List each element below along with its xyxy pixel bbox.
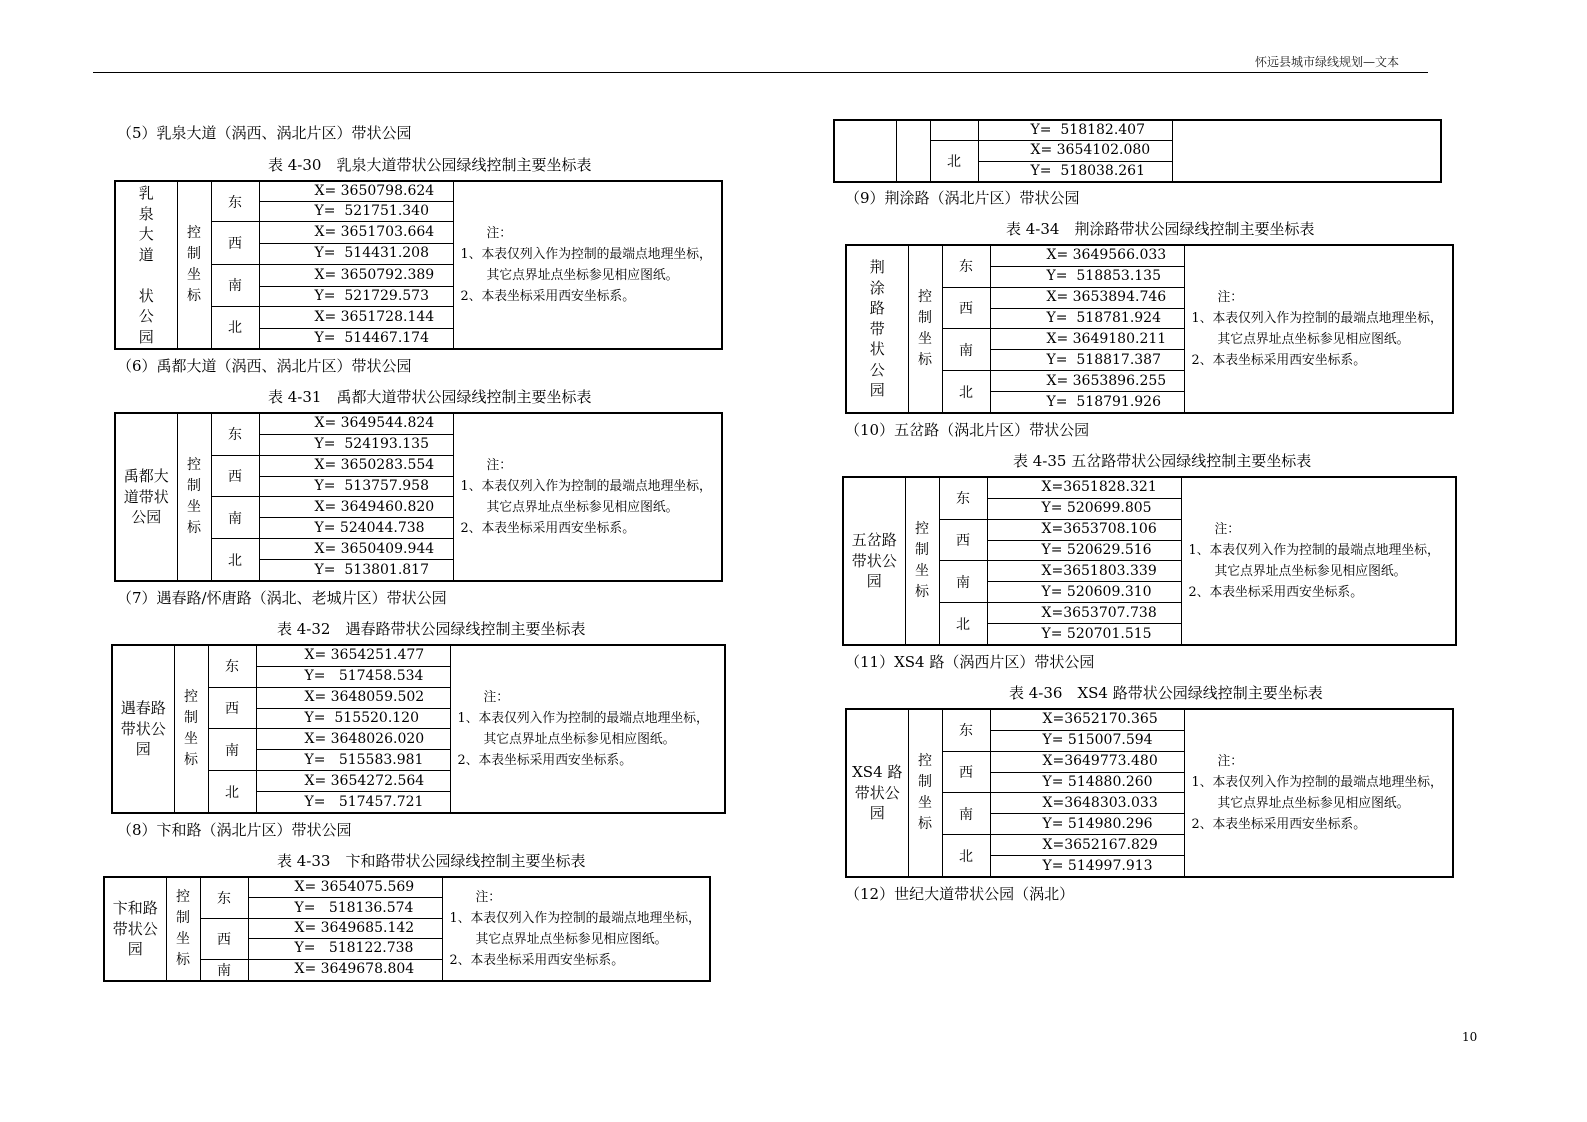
park-name-cell bbox=[115, 181, 177, 349]
coordinate-cell: X= 3651728.144 bbox=[259, 306, 453, 328]
park-name-line: XS4 路 bbox=[852, 763, 903, 782]
note-line: 注： bbox=[1217, 290, 1244, 305]
direction-cell bbox=[930, 120, 978, 141]
coordinate-cell: Y= 518853.135 bbox=[990, 266, 1184, 287]
note-line: 1、本表仅列入作为控制的最端点地理坐标， bbox=[460, 479, 712, 494]
direction-cell: 西 bbox=[942, 287, 990, 329]
coordinate-cell: Y= 514467.174 bbox=[259, 328, 453, 349]
coordinate-cell: X= 3653896.255 bbox=[990, 371, 1184, 392]
coordinate-cell: Y= 518791.926 bbox=[990, 392, 1184, 413]
direction-cell: 南 bbox=[939, 561, 987, 603]
coordinate-cell: Y= 518817.387 bbox=[990, 350, 1184, 371]
coordinate-table bbox=[111, 644, 726, 814]
table-4-31 bbox=[114, 412, 723, 582]
park-name-cell bbox=[846, 245, 908, 413]
table-caption-4-35: 表 4-35 五岔路带状公园绿线控制主要坐标表 bbox=[1013, 452, 1312, 470]
coordinate-table bbox=[842, 476, 1457, 646]
table-row bbox=[104, 877, 710, 898]
table-4-32 bbox=[111, 644, 726, 814]
header-rule bbox=[93, 72, 1428, 73]
coordinate-cell: X= 3649180.211 bbox=[990, 329, 1184, 350]
coordinate-cell: X=3653708.106 bbox=[987, 519, 1181, 540]
coordinate-cell: Y= 514880.260 bbox=[990, 772, 1184, 793]
coordinate-cell: X= 3649544.824 bbox=[259, 413, 453, 434]
note-cell bbox=[453, 413, 722, 581]
control-label-cell bbox=[177, 181, 211, 349]
coordinate-cell: X= 3654272.564 bbox=[256, 771, 450, 792]
section-heading-5: （5）乳泉大道（涡西、涡北片区）带状公园 bbox=[117, 124, 412, 142]
coordinate-cell: X= 3650792.389 bbox=[259, 264, 453, 286]
coordinate-table bbox=[103, 876, 711, 982]
note-cell bbox=[1184, 245, 1453, 413]
coordinate-cell: Y= 517457.721 bbox=[256, 792, 450, 813]
coordinate-cell: X= 3654075.569 bbox=[248, 877, 442, 898]
note-cell bbox=[442, 877, 710, 981]
park-name-cell bbox=[115, 413, 177, 581]
direction-cell: 南 bbox=[942, 329, 990, 371]
park-name-line: 禹都大 bbox=[123, 467, 169, 486]
park-name-cell bbox=[843, 477, 905, 645]
note-line: 注： bbox=[1214, 522, 1241, 537]
park-name-line: 路 bbox=[869, 299, 885, 318]
coordinate-cell: Y= 518122.738 bbox=[248, 939, 442, 959]
coordinate-cell: Y= 513801.817 bbox=[259, 560, 453, 581]
section-heading-7: （7）遇春路/怀唐路（涡北、老城片区）带状公园 bbox=[117, 589, 447, 607]
park-name-cell bbox=[846, 709, 908, 877]
park-name-line: 道 bbox=[138, 245, 154, 264]
coordinate-cell: Y= 515583.981 bbox=[256, 750, 450, 771]
direction-cell: 南 bbox=[208, 729, 256, 771]
direction-cell: 东 bbox=[211, 413, 259, 455]
note-cell bbox=[450, 645, 725, 813]
direction-cell: 南 bbox=[942, 793, 990, 835]
park-name-line: 带 bbox=[869, 319, 885, 338]
coordinate-cell: Y= 518136.574 bbox=[248, 898, 442, 918]
note-line: 1、本表仅列入作为控制的最端点地理坐标， bbox=[1191, 311, 1443, 326]
coordinate-cell: X= 3654102.080 bbox=[978, 141, 1172, 161]
table-caption-4-34: 表 4-34 荆涂路带状公园绿线控制主要坐标表 bbox=[1006, 220, 1315, 238]
park-name-line: 园 bbox=[869, 381, 885, 400]
coordinate-cell: X=3652170.365 bbox=[990, 709, 1184, 730]
coordinate-table bbox=[833, 119, 1442, 183]
coordinate-cell: X= 3650798.624 bbox=[259, 181, 453, 202]
direction-cell: 西 bbox=[211, 222, 259, 264]
note-cell bbox=[1181, 477, 1456, 645]
coordinate-cell: Y= 517458.534 bbox=[256, 666, 450, 687]
section-heading-8: （8）卞和路（涡北片区）带状公园 bbox=[117, 821, 352, 839]
table-4-30 bbox=[114, 180, 723, 350]
direction-cell: 西 bbox=[208, 687, 256, 729]
control-label: 控制坐标 bbox=[918, 753, 932, 832]
control-label-cell bbox=[908, 245, 942, 413]
park-name-line: 园 bbox=[135, 740, 151, 759]
note-line: 2、本表坐标采用西安坐标系。 bbox=[1191, 353, 1367, 368]
note-line: 其它点界址点坐标参见相应图纸。 bbox=[486, 268, 679, 283]
note-line: 其它点界址点坐标参见相应图纸。 bbox=[1217, 796, 1410, 811]
note-line: 其它点界址点坐标参见相应图纸。 bbox=[1214, 564, 1407, 579]
note-line: 注： bbox=[486, 458, 513, 473]
park-name-line: 带状公 bbox=[854, 783, 900, 802]
direction-cell: 东 bbox=[200, 877, 248, 918]
coordinate-cell: Y= 514997.913 bbox=[990, 856, 1184, 877]
table-4-36 bbox=[845, 708, 1454, 878]
coordinate-cell: X= 3649678.804 bbox=[248, 959, 442, 981]
coordinate-table bbox=[114, 180, 723, 350]
coordinate-cell: Y= 518781.924 bbox=[990, 308, 1184, 329]
park-name-line: 遇春路 bbox=[120, 699, 166, 718]
coordinate-table bbox=[845, 244, 1454, 414]
coordinate-cell: X= 3653894.746 bbox=[990, 287, 1184, 308]
coordinate-cell: Y= 520701.515 bbox=[987, 624, 1181, 645]
note-line: 其它点界址点坐标参见相应图纸。 bbox=[475, 932, 668, 947]
note-line: 其它点界址点坐标参见相应图纸。 bbox=[486, 500, 679, 515]
table-row bbox=[846, 245, 1453, 266]
note-line: 2、本表坐标采用西安坐标系。 bbox=[460, 289, 636, 304]
coordinate-cell: Y= 518038.261 bbox=[978, 161, 1172, 182]
note-cell bbox=[453, 181, 722, 349]
coordinate-table bbox=[845, 708, 1454, 878]
direction-cell: 东 bbox=[211, 181, 259, 222]
control-label: 控制坐标 bbox=[187, 457, 201, 536]
direction-cell: 北 bbox=[211, 306, 259, 349]
note-line: 注： bbox=[483, 690, 510, 705]
coordinate-cell: X=3651803.339 bbox=[987, 561, 1181, 582]
table-caption-4-36: 表 4-36 XS4 路带状公园绿线控制主要坐标表 bbox=[1009, 684, 1323, 702]
control-label: 控制坐标 bbox=[915, 521, 929, 600]
table-row bbox=[112, 645, 725, 666]
park-name-line: 涂 bbox=[869, 278, 885, 297]
note-line: 注： bbox=[475, 890, 502, 905]
park-name-line: 卞和路 bbox=[112, 899, 158, 918]
direction-cell: 东 bbox=[942, 245, 990, 287]
section-heading-12: （12）世纪大道带状公园（涡北） bbox=[845, 885, 1075, 903]
note-line: 1、本表仅列入作为控制的最端点地理坐标， bbox=[1191, 775, 1443, 790]
table-caption-4-31: 表 4-31 禹都大道带状公园绿线控制主要坐标表 bbox=[268, 388, 592, 406]
table-caption-4-32: 表 4-32 遇春路带状公园绿线控制主要坐标表 bbox=[277, 620, 586, 638]
note-line: 注： bbox=[486, 226, 513, 241]
coordinate-cell: Y= 521751.340 bbox=[259, 202, 453, 222]
direction-cell: 南 bbox=[200, 959, 248, 981]
park-name-line: 带状公 bbox=[851, 551, 897, 570]
coordinate-cell: Y= 520629.516 bbox=[987, 540, 1181, 561]
table-row bbox=[846, 709, 1453, 730]
section-heading-11: （11）XS4 路（涡西片区）带状公园 bbox=[845, 653, 1095, 671]
park-name-line: 公园 bbox=[131, 508, 162, 527]
page-number: 10 bbox=[1462, 1030, 1478, 1044]
direction-cell: 西 bbox=[200, 918, 248, 959]
table-4-33-continued bbox=[833, 119, 1442, 183]
park-name-line: 状 bbox=[138, 286, 154, 305]
direction-cell: 西 bbox=[942, 751, 990, 793]
coordinate-cell: Y= 520699.805 bbox=[987, 498, 1181, 519]
control-label-cell bbox=[896, 120, 930, 182]
park-name-line: 道带状 bbox=[123, 487, 169, 506]
control-label: 控制坐标 bbox=[184, 689, 198, 768]
table-row bbox=[834, 120, 1441, 141]
coordinate-cell: X= 3650283.554 bbox=[259, 455, 453, 476]
note-line: 1、本表仅列入作为控制的最端点地理坐标， bbox=[457, 711, 709, 726]
coordinate-cell: X= 3654251.477 bbox=[256, 645, 450, 666]
note-line: 1、本表仅列入作为控制的最端点地理坐标， bbox=[1188, 543, 1440, 558]
coordinate-cell: X= 3650409.944 bbox=[259, 539, 453, 560]
coordinate-cell: X= 3649566.033 bbox=[990, 245, 1184, 266]
direction-cell: 东 bbox=[208, 645, 256, 687]
direction-cell: 西 bbox=[211, 455, 259, 497]
direction-cell: 北 bbox=[930, 141, 978, 182]
note-line: 2、本表坐标采用西安坐标系。 bbox=[1188, 585, 1364, 600]
coordinate-cell: X=3649773.480 bbox=[990, 751, 1184, 772]
coordinate-cell: X=3648303.033 bbox=[990, 793, 1184, 814]
park-name-line: 大 bbox=[138, 225, 154, 243]
park-name-line bbox=[116, 265, 177, 286]
note-line: 1、本表仅列入作为控制的最端点地理坐标， bbox=[449, 911, 701, 926]
coordinate-cell: Y= 518182.407 bbox=[978, 120, 1172, 141]
table-4-35 bbox=[842, 476, 1457, 646]
coordinate-cell: Y= 514431.208 bbox=[259, 244, 453, 264]
park-name-line: 园 bbox=[138, 327, 154, 346]
park-name-line: 荆 bbox=[869, 258, 885, 277]
table-4-34 bbox=[845, 244, 1454, 414]
park-name-cell bbox=[112, 645, 174, 813]
coordinate-cell: Y= 515520.120 bbox=[256, 708, 450, 729]
park-name-cell bbox=[834, 120, 896, 182]
section-heading-6: （6）禹都大道（涡西、涡北片区）带状公园 bbox=[117, 357, 412, 375]
park-name-line: 带状公 bbox=[120, 719, 166, 738]
table-row bbox=[843, 477, 1456, 498]
note-line: 1、本表仅列入作为控制的最端点地理坐标， bbox=[460, 247, 712, 262]
coordinate-cell: X=3652167.829 bbox=[990, 835, 1184, 856]
control-label-cell bbox=[177, 413, 211, 581]
section-heading-10: （10）五岔路（涡北片区）带状公园 bbox=[845, 421, 1090, 439]
direction-cell: 西 bbox=[939, 519, 987, 561]
park-name-line: 状 bbox=[869, 340, 885, 359]
table-row bbox=[115, 413, 722, 434]
direction-cell: 北 bbox=[208, 771, 256, 813]
coordinate-cell: Y= 524193.135 bbox=[259, 434, 453, 455]
coordinate-cell: Y= 513757.958 bbox=[259, 476, 453, 497]
control-label-cell bbox=[174, 645, 208, 813]
direction-cell: 东 bbox=[942, 709, 990, 751]
coordinate-table bbox=[114, 412, 723, 582]
park-name-line: 公 bbox=[869, 360, 885, 379]
note-line: 其它点界址点坐标参见相应图纸。 bbox=[483, 732, 676, 747]
coordinate-cell: X= 3649685.142 bbox=[248, 918, 442, 938]
coordinate-cell: X= 3648059.502 bbox=[256, 687, 450, 708]
control-label-cell bbox=[905, 477, 939, 645]
direction-cell: 南 bbox=[211, 497, 259, 539]
control-label: 控制坐标 bbox=[176, 889, 190, 968]
coordinate-cell: X= 3648026.020 bbox=[256, 729, 450, 750]
note-line: 其它点界址点坐标参见相应图纸。 bbox=[1217, 332, 1410, 347]
park-name-line: 园 bbox=[869, 804, 885, 823]
direction-cell: 北 bbox=[942, 835, 990, 877]
running-header: 怀远县城市绿线规划—文本 bbox=[1255, 55, 1400, 69]
table-caption-4-33: 表 4-33 卞和路带状公园绿线控制主要坐标表 bbox=[277, 852, 586, 870]
park-name-line: 公 bbox=[138, 307, 154, 325]
note-line: 2、本表坐标采用西安坐标系。 bbox=[1191, 817, 1367, 832]
coordinate-cell: Y= 514980.296 bbox=[990, 814, 1184, 835]
note-line: 2、本表坐标采用西安坐标系。 bbox=[457, 753, 633, 768]
note-line: 注： bbox=[1217, 754, 1244, 769]
table-4-33 bbox=[103, 876, 711, 982]
direction-cell: 东 bbox=[939, 477, 987, 519]
note-line: 2、本表坐标采用西安坐标系。 bbox=[460, 521, 636, 536]
coordinate-cell: X=3651828.321 bbox=[987, 477, 1181, 498]
note-cell bbox=[1172, 120, 1441, 182]
direction-cell: 北 bbox=[942, 371, 990, 413]
park-name-line: 五岔路 bbox=[851, 531, 897, 550]
park-name-line: 园 bbox=[127, 940, 143, 959]
coordinate-cell: Y= 515007.594 bbox=[990, 730, 1184, 751]
note-line: 2、本表坐标采用西安坐标系。 bbox=[449, 953, 625, 968]
direction-cell: 北 bbox=[211, 539, 259, 581]
park-name-line: 乳 bbox=[138, 184, 154, 202]
coordinate-cell: Y= 524044.738 bbox=[259, 518, 453, 539]
park-name-line: 带状公 bbox=[112, 919, 158, 938]
coordinate-cell: Y= 521729.573 bbox=[259, 286, 453, 306]
park-name-line: 园 bbox=[866, 572, 882, 591]
coordinate-cell: X= 3651703.664 bbox=[259, 222, 453, 244]
park-name-line: 泉 bbox=[138, 204, 154, 223]
coordinate-cell: X= 3649460.820 bbox=[259, 497, 453, 518]
control-label-cell bbox=[166, 877, 200, 981]
direction-cell: 北 bbox=[939, 603, 987, 645]
control-label: 控制坐标 bbox=[187, 225, 201, 304]
section-heading-9: （9）荆涂路（涡北片区）带状公园 bbox=[845, 189, 1080, 207]
table-row bbox=[115, 181, 722, 202]
coordinate-cell: X=3653707.738 bbox=[987, 603, 1181, 624]
park-name-cell bbox=[104, 877, 166, 981]
table-caption-4-30: 表 4-30 乳泉大道带状公园绿线控制主要坐标表 bbox=[268, 156, 592, 174]
coordinate-cell: Y= 520609.310 bbox=[987, 582, 1181, 603]
direction-cell: 南 bbox=[211, 264, 259, 306]
note-cell bbox=[1184, 709, 1453, 877]
control-label: 控制坐标 bbox=[918, 289, 932, 368]
control-label-cell bbox=[908, 709, 942, 877]
